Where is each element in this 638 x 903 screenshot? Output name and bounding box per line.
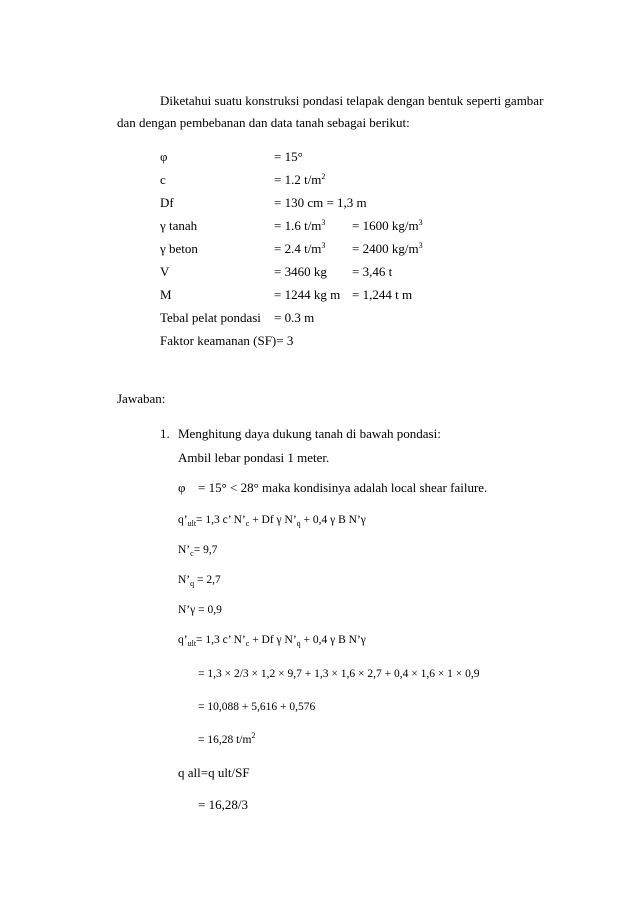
given-extra-gamma-beton: = 2400 $kg/m^3$ [352, 241, 423, 256]
bearing-formula-2: $q’_{ult}= 1,3$ c’ $N’_c + Df$ γ $N’_q + 0,4$ γ B N’γ [178, 634, 366, 648]
given-value-gamma-beton: = 2.4 $t/m^3$ [274, 241, 326, 256]
given-label-df: Df [160, 195, 174, 210]
nq-factor: $N’_q = 2,7$ [178, 574, 221, 588]
given-label-gamma-beton: γ beton [160, 241, 198, 256]
nc-factor: $N’_c= 9,7$ [178, 544, 218, 558]
given-value-gamma-tanah: = 1.6 $t/m^3$ [274, 218, 326, 233]
given-label-v: V [160, 264, 170, 279]
given-extra-m: = 1,244 t m [352, 287, 413, 302]
given-value-c: = 1.2 $t/m^2$ [274, 172, 326, 187]
given-label-phi: φ [160, 149, 168, 164]
ngamma-factor: N’γ = 0,9 [178, 604, 222, 616]
answer-heading: Jawaban: [117, 391, 166, 406]
phi-condition-line: = 15° < 28° maka kondisinya adalah local shear failure. [198, 480, 488, 495]
intro-line-2: dan dengan pembebanan dan data tanah sebagai berikut: [117, 115, 410, 130]
calc-line-2: = 10,088 + 5,616 + 0,576 [198, 701, 316, 713]
given-value-df: = 130 cm = 1,3 m [274, 195, 367, 210]
given-label-m: M [160, 287, 172, 302]
given-value-phi: = 15° [274, 149, 303, 164]
bearing-formula-1: $q’_{ult}= 1,3$ c’ $N’_c + Df$ γ $N’_q + 0,4$ γ B N’γ [178, 514, 366, 528]
given-value-m: = 1244 kg m [274, 287, 341, 302]
step-number: 1. [160, 426, 170, 441]
step-title: Menghitung daya dukung tanah di bawah pondasi: [178, 426, 441, 441]
q-all-line-1: q all=q ult/SF [178, 765, 250, 780]
given-value-tebal: = 0.3 m [274, 310, 315, 325]
calc-line-3: = 16,28 $t/m^2$ [198, 731, 256, 746]
safety-factor-line: Faktor keamanan (SF)= 3 [160, 333, 294, 348]
q-all-line-2: = 16,28/3 [198, 797, 248, 812]
given-label-tebal: Tebal pelat pondasi [160, 310, 261, 325]
step-subtitle: Ambil lebar pondasi 1 meter. [178, 450, 330, 465]
given-extra-gamma-tanah: = 1600 $kg/m^3$ [352, 218, 423, 233]
given-label-gamma-tanah: γ tanah [160, 218, 198, 233]
given-value-v: = 3460 kg [274, 264, 327, 279]
phi-symbol: φ [178, 480, 186, 495]
calc-line-1: = 1,3 × 2/3 × 1,2 × 9,7 + 1,3 × 1,6 × 2,7 + 0,4 × 1,6 × 1 × 0,9 [198, 668, 480, 680]
given-extra-v: = 3,46 t [352, 264, 393, 279]
intro-line-1: Diketahui suatu konstruksi pondasi telapak dengan bentuk seperti gambar [160, 93, 544, 108]
given-label-c: c [160, 172, 166, 187]
